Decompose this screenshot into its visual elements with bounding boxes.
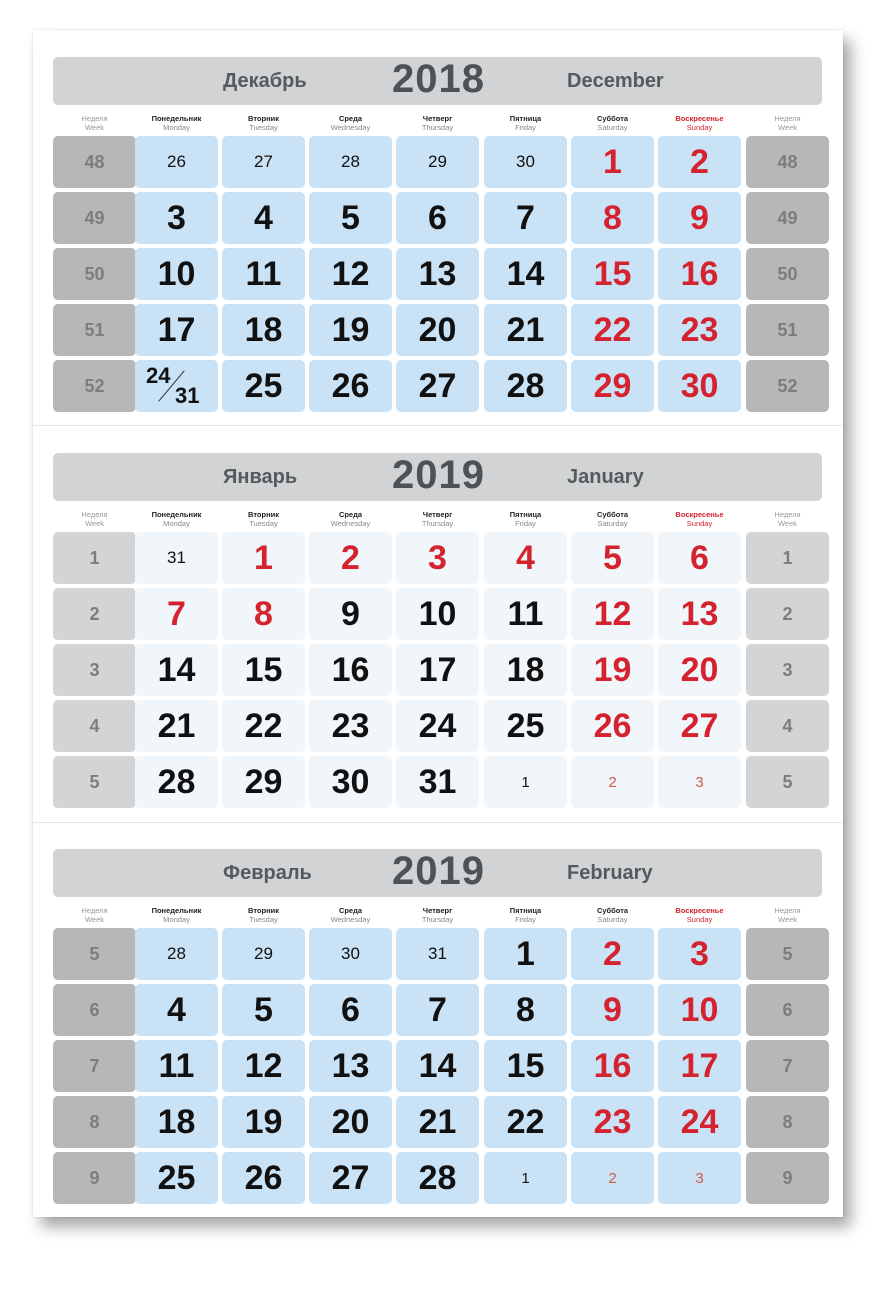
weekday-header (222, 510, 305, 528)
week-number: 1 (53, 532, 136, 584)
weekday-name-ru: Воскресенье (675, 906, 724, 915)
day-cell[interactable]: 7 (135, 588, 218, 640)
weekday-header (135, 114, 218, 132)
weekday-header (396, 906, 479, 924)
weekday-name-ru: Вторник (248, 510, 279, 519)
day-cell[interactable]: 26 (309, 360, 392, 412)
day-cell[interactable]: 16 (571, 1040, 654, 1092)
weekday-name-ru: Воскресенье (675, 114, 724, 123)
year-label: 2019 (392, 453, 485, 497)
day-number: 24 (146, 363, 171, 388)
day-cell[interactable]: 14 (396, 1040, 479, 1092)
day-cell[interactable]: 3 (658, 1152, 741, 1204)
month-name-en: December (567, 70, 664, 92)
week-number: 49 (746, 192, 829, 244)
weekday-name-ru: Неделя (774, 510, 801, 519)
weekday-name-en: Sunday (686, 915, 713, 924)
day-cell[interactable]: 23 (571, 1096, 654, 1148)
weekday-name-ru: Пятница (509, 510, 542, 519)
day-cell[interactable]: 7 (396, 984, 479, 1036)
weekday-name-en: Sunday (686, 519, 713, 528)
day-cell[interactable]: 16 (309, 644, 392, 696)
day-cell[interactable]: 4 (484, 532, 567, 584)
weekday-header (484, 510, 567, 528)
day-cell[interactable]: 27 (658, 700, 741, 752)
day-cell[interactable]: 10 (396, 588, 479, 640)
weekday-name-en: Monday (163, 123, 190, 132)
weekday-name-en: Week (777, 915, 798, 924)
month-header (53, 849, 822, 897)
day-cell[interactable]: 14 (484, 248, 567, 300)
day-cell[interactable]: 10 (135, 248, 218, 300)
weekday-name-ru: Среда (338, 510, 363, 519)
day-cell[interactable]: 18 (135, 1096, 218, 1148)
weekday-header (658, 906, 741, 924)
weekday-name-ru: Неделя (81, 114, 108, 123)
weekday-name-ru: Среда (338, 906, 363, 915)
day-cell[interactable]: 18 (222, 304, 305, 356)
day-cell[interactable]: 17 (658, 1040, 741, 1092)
day-cell[interactable]: 22 (484, 1096, 567, 1148)
month-name-ru: Декабрь (223, 70, 307, 92)
week-number: 5 (746, 928, 829, 980)
day-number: 31 (175, 383, 200, 408)
day-cell[interactable]: 25 (484, 700, 567, 752)
day-cell[interactable]: 29 (222, 928, 305, 980)
weekday-name-en: Monday (163, 519, 190, 528)
day-cell[interactable]: 24 (396, 700, 479, 752)
week-number: 7 (53, 1040, 136, 1092)
weekday-name-en: Week (84, 123, 105, 132)
day-cell[interactable]: 1 (222, 532, 305, 584)
weekday-name-en: Week (84, 519, 105, 528)
weekday-name-ru: Воскресенье (675, 510, 724, 519)
day-cell[interactable]: 9 (309, 588, 392, 640)
weekday-name-ru: Среда (338, 114, 363, 123)
weekday-header (222, 906, 305, 924)
weekday-name-ru: Неделя (774, 114, 801, 123)
day-cell[interactable]: 30 (309, 756, 392, 808)
day-cell[interactable]: 15 (571, 248, 654, 300)
day-cell[interactable]: 29 (222, 756, 305, 808)
weekday-name-en: Saturday (597, 915, 628, 924)
day-cell[interactable]: 11 (484, 588, 567, 640)
week-number: 7 (746, 1040, 829, 1092)
day-cell[interactable]: 28 (135, 756, 218, 808)
day-cell[interactable]: 31 (396, 928, 479, 980)
day-cell[interactable]: 31 (396, 756, 479, 808)
weekday-name-en: Sunday (686, 123, 713, 132)
weekday-header (484, 906, 567, 924)
weekday-name-en: Friday (515, 519, 536, 528)
day-cell[interactable]: 25 (222, 360, 305, 412)
week-number: 51 (53, 304, 136, 356)
day-cell[interactable]: 28 (484, 360, 567, 412)
weekday-header (658, 510, 741, 528)
week-number: 1 (746, 532, 829, 584)
day-cell[interactable]: 1 (484, 928, 567, 980)
day-cell[interactable]: 20 (396, 304, 479, 356)
day-cell[interactable]: 27 (222, 136, 305, 188)
weekday-name-en: Week (84, 915, 105, 924)
weekday-header (571, 114, 654, 132)
day-cell[interactable]: 6 (309, 984, 392, 1036)
week-number: 3 (53, 644, 136, 696)
day-cell[interactable]: 19 (222, 1096, 305, 1148)
day-cell[interactable]: 23 (309, 700, 392, 752)
weekday-name-ru: Суббота (596, 114, 629, 123)
day-cell[interactable]: 2 (658, 136, 741, 188)
day-cell[interactable]: 13 (396, 248, 479, 300)
weekday-header (746, 510, 829, 528)
day-cell[interactable]: 17 (135, 304, 218, 356)
day-cell[interactable]: 9 (571, 984, 654, 1036)
weekday-name-ru: Понедельник (151, 114, 202, 123)
day-cell[interactable] (135, 360, 218, 412)
weekday-header (53, 114, 136, 132)
day-cell[interactable]: 22 (571, 304, 654, 356)
month-header (53, 453, 822, 501)
month-name-ru: Февраль (223, 862, 312, 884)
day-cell[interactable]: 2 (309, 532, 392, 584)
day-cell[interactable]: 4 (222, 192, 305, 244)
week-number: 6 (746, 984, 829, 1036)
week-number: 52 (53, 360, 136, 412)
day-cell[interactable]: 17 (396, 644, 479, 696)
day-cell[interactable]: 3 (135, 192, 218, 244)
week-number: 50 (746, 248, 829, 300)
weekday-name-ru: Понедельник (151, 510, 202, 519)
day-cell[interactable]: 2 (571, 928, 654, 980)
week-number: 2 (53, 588, 136, 640)
weekday-name-en: Thursday (421, 519, 454, 528)
day-cell[interactable]: 31 (135, 532, 218, 584)
day-cell[interactable]: 26 (571, 700, 654, 752)
week-number: 5 (746, 756, 829, 808)
month-block-december (53, 57, 822, 427)
day-cell[interactable]: 2 (571, 756, 654, 808)
day-cell[interactable]: 7 (484, 192, 567, 244)
day-cell[interactable]: 19 (309, 304, 392, 356)
month-name-ru: Январь (223, 466, 298, 488)
day-cell[interactable]: 5 (571, 532, 654, 584)
weekday-name-en: Tuesday (249, 915, 278, 924)
day-cell[interactable]: 21 (484, 304, 567, 356)
week-number: 9 (746, 1152, 829, 1204)
month-block-january (53, 453, 822, 823)
year-label: 2019 (392, 849, 485, 893)
weekday-name-en: Week (777, 123, 798, 132)
day-cell[interactable]: 1 (571, 136, 654, 188)
week-number: 4 (746, 700, 829, 752)
weekday-header (135, 510, 218, 528)
day-cell[interactable]: 13 (658, 588, 741, 640)
week-number: 9 (53, 1152, 136, 1204)
day-cell[interactable]: 30 (309, 928, 392, 980)
weekday-name-ru: Четверг (422, 510, 453, 519)
weekday-name-ru: Суббота (596, 510, 629, 519)
day-cell[interactable]: 26 (222, 1152, 305, 1204)
week-number: 6 (53, 984, 136, 1036)
weekday-name-ru: Неделя (81, 510, 108, 519)
weekday-name-en: Monday (163, 915, 190, 924)
weekday-name-en: Week (777, 519, 798, 528)
day-cell[interactable]: 28 (135, 928, 218, 980)
week-number: 51 (746, 304, 829, 356)
day-cell[interactable]: 6 (396, 192, 479, 244)
weekday-header (53, 510, 136, 528)
day-cell[interactable]: 16 (658, 248, 741, 300)
weekday-header (746, 114, 829, 132)
day-cell[interactable]: 11 (135, 1040, 218, 1092)
weekday-header (309, 906, 392, 924)
weekday-name-en: Friday (515, 123, 536, 132)
day-cell[interactable]: 21 (135, 700, 218, 752)
day-cell[interactable]: 10 (658, 984, 741, 1036)
day-cell[interactable]: 29 (396, 136, 479, 188)
day-cell[interactable]: 8 (222, 588, 305, 640)
weekday-header (396, 114, 479, 132)
weekday-header (53, 906, 136, 924)
weekday-name-en: Tuesday (249, 123, 278, 132)
week-number: 5 (53, 928, 136, 980)
day-cell[interactable]: 14 (135, 644, 218, 696)
weekday-name-ru: Четверг (422, 906, 453, 915)
day-cell[interactable]: 1 (484, 756, 567, 808)
month-name-en: February (567, 862, 653, 884)
day-cell[interactable]: 2 (571, 1152, 654, 1204)
weekday-name-ru: Вторник (248, 114, 279, 123)
weekday-name-ru: Четверг (422, 114, 453, 123)
day-cell[interactable]: 28 (396, 1152, 479, 1204)
day-cell[interactable]: 19 (571, 644, 654, 696)
day-cell[interactable]: 1 (484, 1152, 567, 1204)
week-number: 3 (746, 644, 829, 696)
weekday-name-en: Saturday (597, 123, 628, 132)
day-cell[interactable]: 3 (658, 928, 741, 980)
week-number: 8 (746, 1096, 829, 1148)
day-cell[interactable]: 29 (571, 360, 654, 412)
weekday-header (309, 114, 392, 132)
day-cell[interactable]: 8 (484, 984, 567, 1036)
weekday-name-en: Wednesday (330, 123, 371, 132)
weekday-header (135, 906, 218, 924)
weekday-header (658, 114, 741, 132)
day-cell[interactable]: 26 (135, 136, 218, 188)
day-cell[interactable]: 25 (135, 1152, 218, 1204)
day-cell[interactable]: 27 (309, 1152, 392, 1204)
day-cell[interactable]: 11 (222, 248, 305, 300)
weekday-header (571, 906, 654, 924)
week-number: 4 (53, 700, 136, 752)
day-cell[interactable]: 9 (658, 192, 741, 244)
weekday-name-ru: Пятница (509, 114, 542, 123)
day-cell[interactable]: 3 (396, 532, 479, 584)
week-number: 5 (53, 756, 136, 808)
day-cell[interactable]: 13 (309, 1040, 392, 1092)
weekday-header (571, 510, 654, 528)
week-number: 49 (53, 192, 136, 244)
weekday-name-en: Friday (515, 915, 536, 924)
day-cell[interactable]: 27 (396, 360, 479, 412)
day-cell[interactable]: 3 (658, 756, 741, 808)
weekday-name-ru: Вторник (248, 906, 279, 915)
day-cell[interactable]: 24 (658, 1096, 741, 1148)
day-cell[interactable]: 22 (222, 700, 305, 752)
day-cell[interactable]: 4 (135, 984, 218, 1036)
weekday-name-ru: Суббота (596, 906, 629, 915)
day-cell[interactable]: 12 (222, 1040, 305, 1092)
weekday-name-en: Wednesday (330, 915, 371, 924)
weekday-header (484, 114, 567, 132)
day-cell[interactable]: 8 (571, 192, 654, 244)
month-header (53, 57, 822, 105)
day-cell[interactable]: 12 (571, 588, 654, 640)
day-cell[interactable]: 21 (396, 1096, 479, 1148)
week-number: 2 (746, 588, 829, 640)
day-cell[interactable]: 15 (222, 644, 305, 696)
day-cell[interactable]: 6 (658, 532, 741, 584)
month-name-en: January (567, 466, 644, 488)
day-cell[interactable]: 12 (309, 248, 392, 300)
weekday-header (309, 510, 392, 528)
weekday-name-en: Thursday (421, 123, 454, 132)
day-cell[interactable]: 20 (658, 644, 741, 696)
weekday-name-en: Tuesday (249, 519, 278, 528)
week-number: 48 (746, 136, 829, 188)
day-cell[interactable]: 20 (309, 1096, 392, 1148)
weekday-name-en: Saturday (597, 519, 628, 528)
week-number: 52 (746, 360, 829, 412)
weekday-name-ru: Неделя (774, 906, 801, 915)
weekday-name-en: Thursday (421, 915, 454, 924)
weekday-header (396, 510, 479, 528)
day-cell[interactable]: 30 (658, 360, 741, 412)
weekday-name-ru: Неделя (81, 906, 108, 915)
day-cell[interactable]: 28 (309, 136, 392, 188)
week-number: 50 (53, 248, 136, 300)
year-label: 2018 (392, 57, 485, 101)
weekday-name-ru: Пятница (509, 906, 542, 915)
day-cell[interactable]: 5 (222, 984, 305, 1036)
weekday-header (746, 906, 829, 924)
week-number: 48 (53, 136, 136, 188)
day-cell[interactable]: 23 (658, 304, 741, 356)
month-block-february (53, 849, 822, 1219)
week-number: 8 (53, 1096, 136, 1148)
day-cell[interactable]: 15 (484, 1040, 567, 1092)
weekday-header (222, 114, 305, 132)
day-cell[interactable]: 18 (484, 644, 567, 696)
weekday-name-ru: Понедельник (151, 906, 202, 915)
day-cell[interactable]: 5 (309, 192, 392, 244)
weekday-name-en: Wednesday (330, 519, 371, 528)
day-cell[interactable]: 30 (484, 136, 567, 188)
